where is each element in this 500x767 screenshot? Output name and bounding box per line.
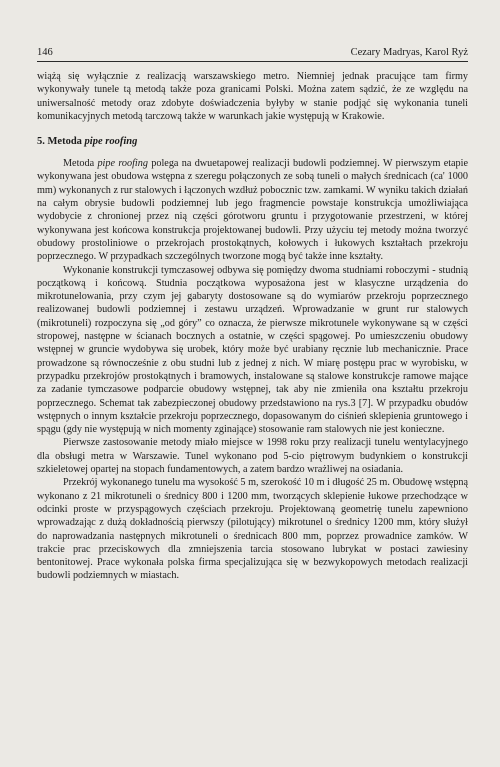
paragraph-method-intro-start: Metoda	[63, 158, 98, 170]
paragraph-method-intro-rest: polega na dwuetapowej realizacji budowli podziemnej. W pierwszym etapie wykonywana jest obudowa wstępna z szeregu połączonych ze sobą tuneli o małych średnicach (ca' 1000 mm) wykonanych z rur stalowych i łączonych wzdłuż pobocznic tzw. zamkami. W wyniku takich działań na całym obrysie budowli podziemnej lub jego fragmencie powstaje konstrukcja umożliwiająca wydobycie z chronionej przez nią części górotworu gruntu i przygotowanie przestrzeni, w której wykonywana jest końcowa konstrukcja projektowanej budowli. Przy użyciu tej metody można tworzyć obudowy prostoliniowe o przekrojach prostokątnych, kołowych i łukowych kształtach przekroju poprzecznego. W przypadkach szczególnych tworzone mogą być także inne kształty.	[37, 158, 469, 263]
running-header	[37, 47, 468, 62]
paragraph-first-application: Pierwsze zastosowanie metody miało miejsce w 1998 roku przy realizacji tunelu wentylacyjnego dla obsługi metra w Warszawie. Tunel wykonano pod 5-cio piętrowym budynkiem o konstrukcji szkieletowej opartej na stopach fundamentowych, a zatem bardzo wrażliwej na osiadania.	[37, 437, 468, 476]
authors: Cezary Madryas, Karol Ryż	[350, 47, 468, 58]
paragraph-tunnel-dimensions: Przekrój wykonanego tunelu ma wysokość 5 m, szerokość 10 m i długość 25 m. Obudowę wstępną wykonano z 21 mikrotuneli o średnicy 800 i 1200 mm, tworzących sklepienie łukowe przechodzące w odcinki proste w przyspągowych częściach przekroju. Projektowaną geometrię tunelu zapewniono wprowadzając z dużą dokładnością pierwszy (pilotujący) mikrotunel o średnicy 1200 mm, który służył do naprowadzania następnych mikrotuneli o średnicach 800 mm, poprzez prowadnice zamków. W trakcie prac przeciskowych dla zmniejszenia tarcia stosowano lubrykat w postaci zawiesiny bentonitowej. Prace wykonała polska firma specjalizująca się w bezwykopowych metodach realizacji budowli podziemnych w miastach.	[37, 477, 468, 582]
paragraph-method-intro	[37, 157, 468, 263]
paragraph-temporary-structure: Wykonanie konstrukcji tymczasowej odbywa się pomiędzy dwoma studniami roboczymi - studnią początkową i końcową. Studnia początkowa wyposażona jest w klasyczne urządzenia do mikrotunelowania, przy czym jej gabaryty dostosowane są do wymiarów przekroju poprzecznego realizowanej budowli podziemnej i zestawu urządzeń. Wprowadzanie w grunt rur stalowych (mikrotuneli) rozpoczyna się „od góry” co oznacza, że pierwsze mikrotunele wykonywane są w części stropowej, następne w ścianach bocznych a ostatnie, w części spągowej. Po umieszczeniu obudowy wstępnej w gruncie wydobywa się urobek, który może być urabiany ręcznie lub mechanicznie. Prace prowadzone są równocześnie z obu studni lub z jednej z nich. W miarę postępu prac w wyrobisku, w przypadku przekrojów prostokątnych i bramowych, instalowane są stalowe konstrukcje ramowe mające za zadanie tymczasowe podparcie obudowy wstępnej, tak aby nie zmieniła ona kształtu przekroju poprzecznego. Schemat tak zabezpieczonej obudowy przedstawiono na rys.3 [7]. W przypadku obudów wstępnych o innym kształcie przekroju poprzecznego, dopasowanym do ciśnień sklepienia gruntowego i spągu (gdy nie występują w nich momenty zginające) stosowanie ram stalowych nie jest konieczne.	[37, 264, 468, 436]
section-number: 5.	[37, 136, 45, 148]
paragraph-method-intro-term: pipe roofing	[97, 158, 148, 170]
page-number: 146	[37, 47, 53, 58]
section-heading	[37, 135, 468, 148]
section-title-prefix: Metoda	[47, 136, 85, 148]
section-title-term: pipe roofing	[84, 136, 138, 148]
paragraph-continuation: wiążą się wyłącznie z realizacją warszawskiego metro. Niemniej jednak pracujące tam firmy wykonywały tunele tą metodą także poza granicami Polski. Można zatem sądzić, że ze względu na uniwersalność metody oraz zdobyte doświadczenia byłyby w stanie podjąć się wykonania tuneli komunikacyjnych metodą tarczową także w warunkach jakie występują w Krakowie.	[37, 71, 468, 122]
